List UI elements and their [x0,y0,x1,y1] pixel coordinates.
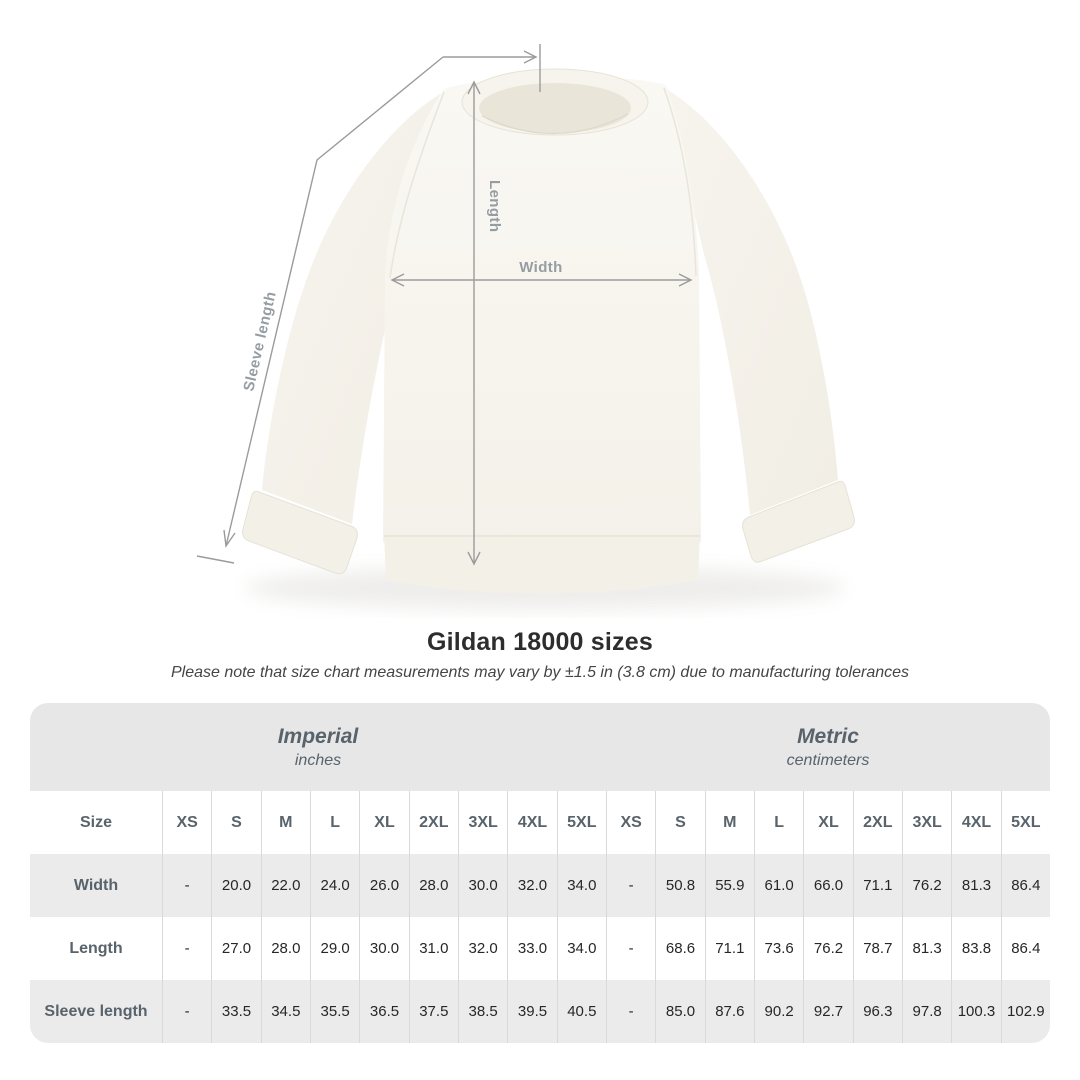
imperial-size-col-4XL: 4XL [507,791,556,854]
metric-value: 78.7 [853,917,902,980]
sweatshirt-illustration [243,69,855,594]
metric-size-col-4XL: 4XL [951,791,1000,854]
size-header: Size [30,791,162,854]
collar-opening [479,83,631,133]
row-label: Width [30,854,162,917]
imperial-value: 28.0 [261,917,310,980]
metric-size-col-5XL: 5XL [1001,791,1050,854]
imperial-value: 31.0 [409,917,458,980]
imperial-value: 28.0 [409,854,458,917]
imperial-value: 26.0 [359,854,408,917]
metric-size-col-M: M [705,791,754,854]
metric-value: 83.8 [951,917,1000,980]
imperial-size-col-3XL: 3XL [458,791,507,854]
page-title: Gildan 18000 sizes [427,628,653,656]
metric-value: 87.6 [705,980,754,1043]
metric-value: - [606,854,655,917]
metric-title: Metric [797,724,859,748]
imperial-value: 37.5 [409,980,458,1043]
tolerance-note: Please note that size chart measurements may vary by ±1.5 in (3.8 cm) due to manufacturing tolerances [170,664,910,681]
imperial-size-col-S: S [211,791,260,854]
metric-value: 68.6 [655,917,704,980]
imperial-value: 35.5 [310,980,359,1043]
imperial-value: - [162,854,211,917]
metric-value: 50.8 [655,854,704,917]
imperial-value: - [162,980,211,1043]
metric-value: 90.2 [754,980,803,1043]
imperial-value: 29.0 [310,917,359,980]
length-label: Length [486,180,503,233]
imperial-value: 36.5 [359,980,408,1043]
metric-header [606,703,1050,791]
row-label: Sleeve length [30,980,162,1043]
imperial-value: - [162,917,211,980]
metric-value: 73.6 [754,917,803,980]
metric-value: 96.3 [853,980,902,1043]
imperial-value: 32.0 [458,917,507,980]
imperial-value: 24.0 [310,854,359,917]
imperial-value: 30.0 [458,854,507,917]
metric-value: 81.3 [902,917,951,980]
size-table [30,703,1050,1043]
imperial-value: 40.5 [557,980,606,1043]
sleeve-length-label: Sleeve length [240,289,280,393]
imperial-size-col-L: L [310,791,359,854]
metric-value: 55.9 [705,854,754,917]
metric-value: - [606,917,655,980]
metric-value: 76.2 [902,854,951,917]
imperial-value: 27.0 [211,917,260,980]
caption [0,628,1080,682]
metric-value: 85.0 [655,980,704,1043]
metric-value: 61.0 [754,854,803,917]
imperial-value: 33.0 [507,917,556,980]
metric-value: 76.2 [803,917,852,980]
metric-unit: centimeters [786,751,870,769]
imperial-size-col-5XL: 5XL [557,791,606,854]
waistband [384,534,700,594]
metric-value: 97.8 [902,980,951,1043]
body-panel [383,76,701,553]
imperial-value: 30.0 [359,917,408,980]
imperial-value: 32.0 [507,854,556,917]
row-label: Length [30,917,162,980]
metric-value: 71.1 [705,917,754,980]
metric-value: - [606,980,655,1043]
metric-size-col-XL: XL [803,791,852,854]
imperial-size-col-XL: XL [359,791,408,854]
imperial-size-col-XS: XS [162,791,211,854]
metric-size-col-S: S [655,791,704,854]
metric-size-col-3XL: 3XL [902,791,951,854]
metric-value: 81.3 [951,854,1000,917]
imperial-value: 20.0 [211,854,260,917]
imperial-value: 33.5 [211,980,260,1043]
size-table-grid [30,791,1050,1043]
metric-value: 66.0 [803,854,852,917]
imperial-size-col-M: M [261,791,310,854]
imperial-value: 38.5 [458,980,507,1043]
metric-value: 86.4 [1001,917,1050,980]
imperial-size-col-2XL: 2XL [409,791,458,854]
metric-size-col-L: L [754,791,803,854]
imperial-title: Imperial [277,724,359,748]
metric-value: 71.1 [853,854,902,917]
imperial-value: 39.5 [507,980,556,1043]
imperial-value: 34.5 [261,980,310,1043]
imperial-unit: inches [294,751,342,769]
metric-value: 92.7 [803,980,852,1043]
metric-size-col-2XL: 2XL [853,791,902,854]
metric-value: 102.9 [1001,980,1050,1043]
imperial-header [30,703,606,791]
width-label: Width [519,259,563,276]
metric-value: 100.3 [951,980,1000,1043]
metric-value: 86.4 [1001,854,1050,917]
imperial-value: 34.0 [557,917,606,980]
metric-size-col-XS: XS [606,791,655,854]
imperial-value: 34.0 [557,854,606,917]
unit-header-band [30,703,1050,791]
imperial-value: 22.0 [261,854,310,917]
